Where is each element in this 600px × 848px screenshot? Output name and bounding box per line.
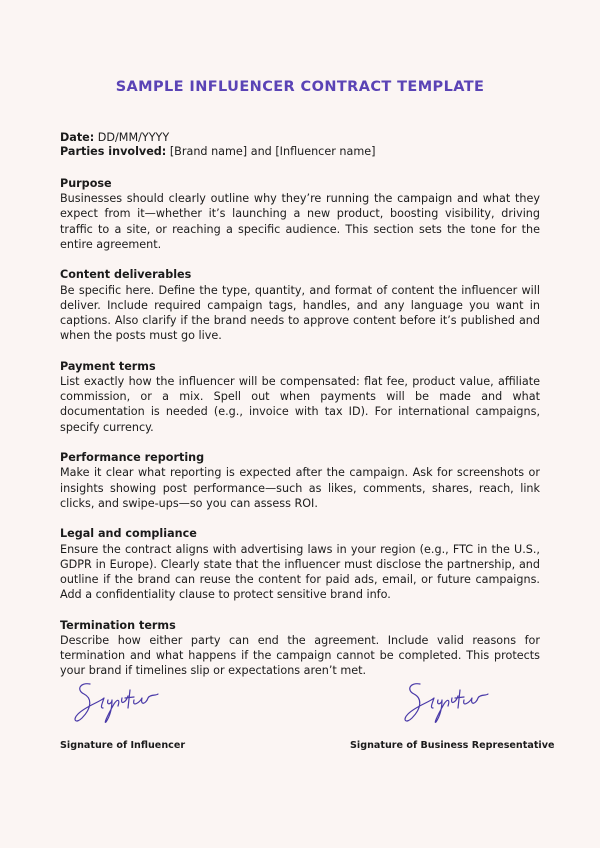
section-body: Be specific here. Define the type, quantity, and format of content the influencer will deliver. Include required campaign tags, handles, and any language you want in captions. Also clarify if the brand needs to approve content before it’s published and when the posts must go live. bbox=[60, 283, 540, 343]
section-heading: Legal and compliance bbox=[60, 527, 197, 541]
parties-value: [Brand name] and [Influencer name] bbox=[166, 145, 376, 158]
section-body: Ensure the contract aligns with advertising laws in your region (e.g., FTC in the U.S., GDPR in Europe). Clearly state that the influencer must disclose the partnership, and outline if the brand can reuse the content for paid ads, email, or future campaigns. Add a confidentiality clause to protect sensitive brand info. bbox=[60, 542, 540, 602]
influencer-signature-label: Signature of Influencer bbox=[60, 740, 186, 751]
section-body: List exactly how the influencer will be compensated: flat fee, product value, affiliate commission, or a mix. Spell out when payments will be made and what documentation is needed (e.g., invoice with tax ID). For international campaigns, specify currency. bbox=[60, 375, 540, 434]
section-body: Make it clear what reporting is expected after the campaign. Ask for screenshots or insights showing post performance—such as likes, comments, shares, reach, link clicks, and swipe-ups—so you can assess ROI. bbox=[60, 466, 540, 510]
section-heading: Termination terms bbox=[60, 618, 176, 632]
section-heading: Performance reporting bbox=[60, 451, 205, 465]
section-payment-terms bbox=[60, 359, 540, 435]
signature-scribble-icon bbox=[400, 678, 490, 728]
section-heading: Payment terms bbox=[60, 359, 156, 373]
section-body: Describe how either party can end the agreement. Include valid reasons for termination and what happens if the campaign cannot be completed. This protects your brand if timelines slip or expectations aren’t met. bbox=[60, 634, 540, 678]
section-heading: Purpose bbox=[60, 177, 112, 190]
signature-scribble-icon bbox=[70, 678, 160, 728]
section-performance-reporting bbox=[60, 450, 540, 511]
section-purpose bbox=[60, 176, 540, 252]
document-title: SAMPLE INFLUENCER CONTRACT TEMPLATE bbox=[115, 79, 485, 95]
sections-list bbox=[60, 176, 540, 694]
date-line bbox=[60, 131, 540, 145]
section-body: Businesses should clearly outline why they’re running the campaign and what they expect from it—whether it’s launching a new product, boosting visibility, driving traffic to a site, or reaching a specific audience. This section sets the tone for the entire agreement. bbox=[60, 192, 540, 251]
influencer-signature-image bbox=[70, 678, 160, 728]
business-signature-image bbox=[400, 678, 490, 728]
parties-line bbox=[60, 145, 540, 159]
section-heading: Content deliverables bbox=[60, 268, 192, 282]
section-termination-terms bbox=[60, 618, 540, 679]
date-value: DD/MM/YYYY bbox=[94, 131, 170, 144]
document-meta bbox=[60, 131, 540, 159]
business-signature-label: Signature of Business Representative bbox=[350, 740, 555, 751]
date-label: Date: bbox=[60, 131, 95, 144]
section-legal-compliance bbox=[60, 526, 540, 602]
parties-label: Parties involved: bbox=[60, 145, 167, 158]
section-content-deliverables bbox=[60, 267, 540, 343]
